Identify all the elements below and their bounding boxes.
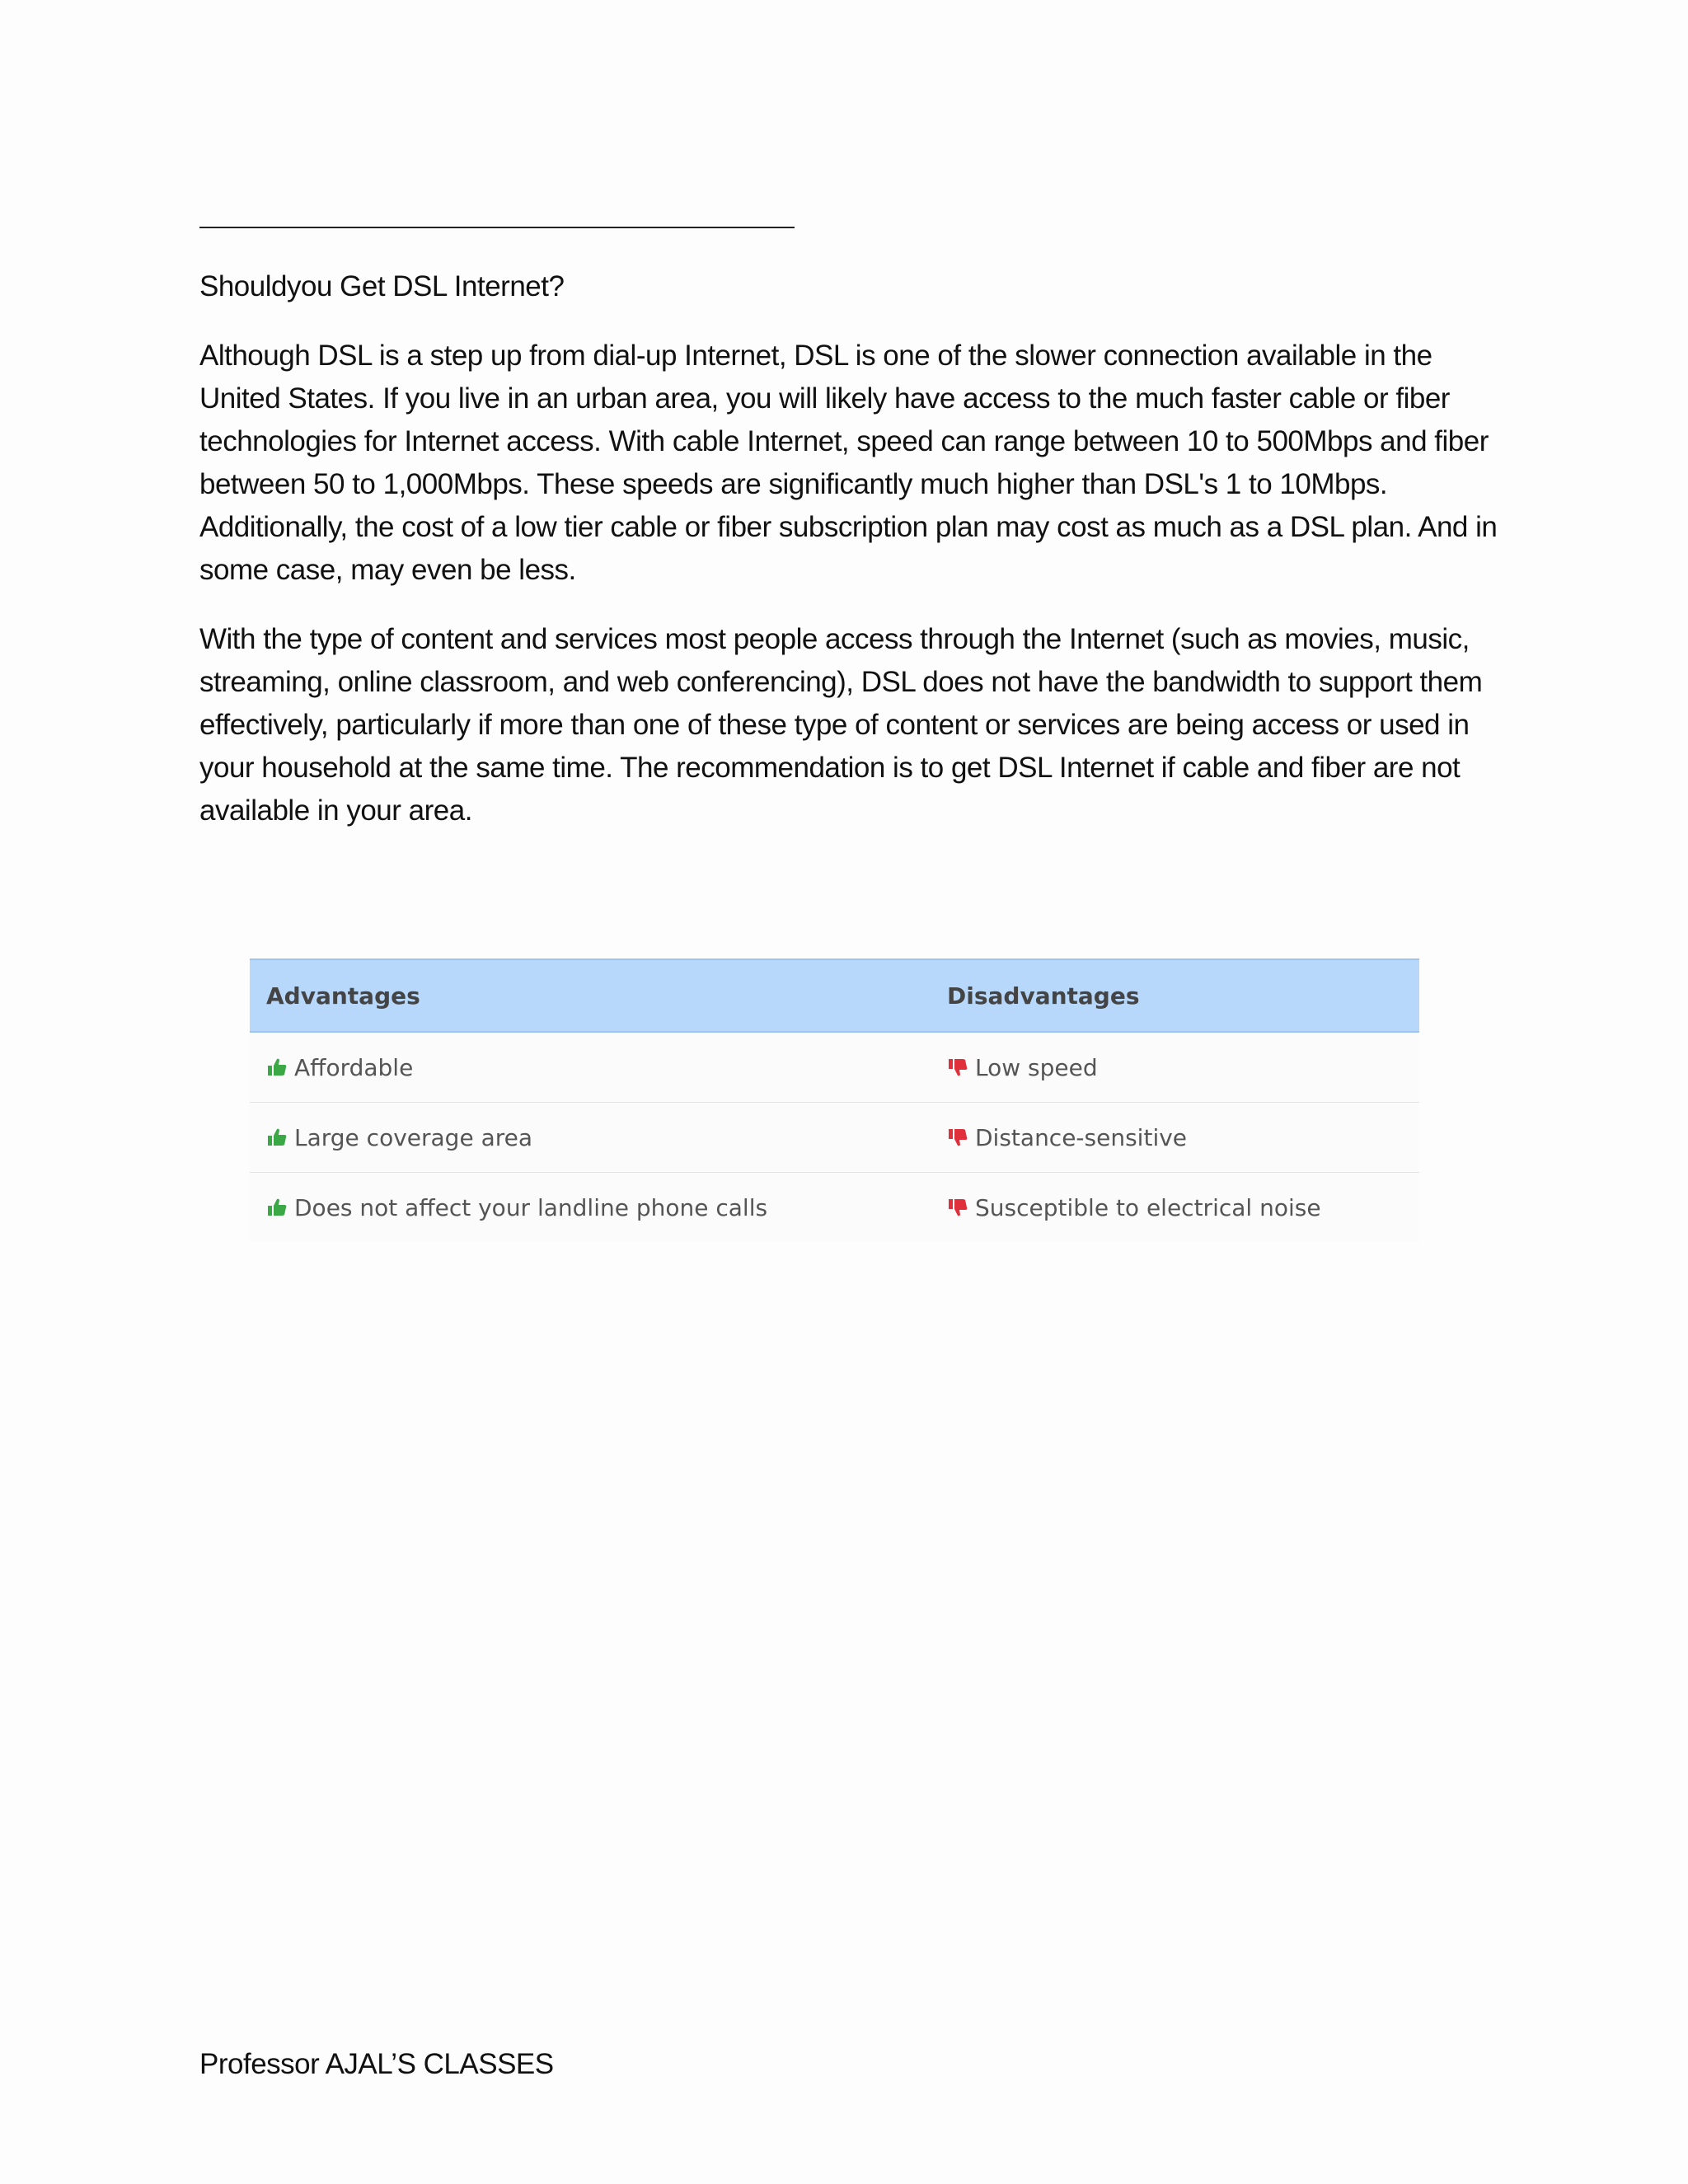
table-row [250, 1103, 1419, 1173]
disadvantage-text: Low speed [975, 1053, 1098, 1081]
disadvantage-text: Distance-sensitive [975, 1123, 1188, 1151]
advantage-text: Does not affect your landline phone calls [294, 1193, 768, 1221]
disadvantage-cell [931, 1194, 1419, 1221]
table-row [250, 1173, 1419, 1242]
advantage-cell [250, 1194, 931, 1221]
disadvantages-header: Disadvantages [947, 982, 1140, 1010]
disadvantage-cell [931, 1124, 1419, 1151]
table-row [250, 1033, 1419, 1103]
thumbs-up-icon [266, 1127, 288, 1148]
advantages-header: Advantages [266, 982, 420, 1010]
advantage-cell [250, 1054, 931, 1081]
footer-text: Professor AJAL’S CLASSES [199, 2048, 554, 2080]
thumbs-up-icon [266, 1057, 288, 1078]
disadvantage-text: Susceptible to electrical noise [975, 1193, 1321, 1221]
advantage-text: Affordable [294, 1053, 414, 1081]
thumbs-down-icon [947, 1197, 968, 1218]
disadvantage-cell [931, 1054, 1419, 1081]
advantage-cell [250, 1124, 931, 1151]
top-rule [199, 227, 795, 228]
thumbs-up-icon [266, 1197, 288, 1218]
paragraph-2: With the type of content and services most people access through the Internet (such as movies, music, streaming, online classroom, and web conferencing), DSL does not have the bandwidth to support them effectively, particularly if more than one of these type of content or services are being access or used in your household at the same time. The recommendation is to get DSL Internet if cable and fiber are not available in your area. [199, 623, 1483, 827]
section-heading: Shouldyou Get DSL Internet? [199, 270, 565, 302]
table-header [250, 958, 1419, 1033]
thumbs-down-icon [947, 1057, 968, 1078]
thumbs-down-icon [947, 1127, 968, 1148]
pros-cons-table [250, 958, 1419, 1242]
advantage-text: Large coverage area [294, 1123, 533, 1151]
paragraph-1: Although DSL is a step up from dial-up Internet, DSL is one of the slower connection available in the United States. If you live in an urban area, you will likely have access to the much faster cable or fiber technologies for Internet access. With cable Internet, speed can range between 10 to 500Mbps and fiber between 50 to 1,000Mbps. These speeds are significantly much higher than DSL's 1 to 10Mbps. Additionally, the cost of a low tier cable or fiber subscription plan may cost as much as a DSL plan. And in some case, may even be less. [199, 340, 1498, 586]
